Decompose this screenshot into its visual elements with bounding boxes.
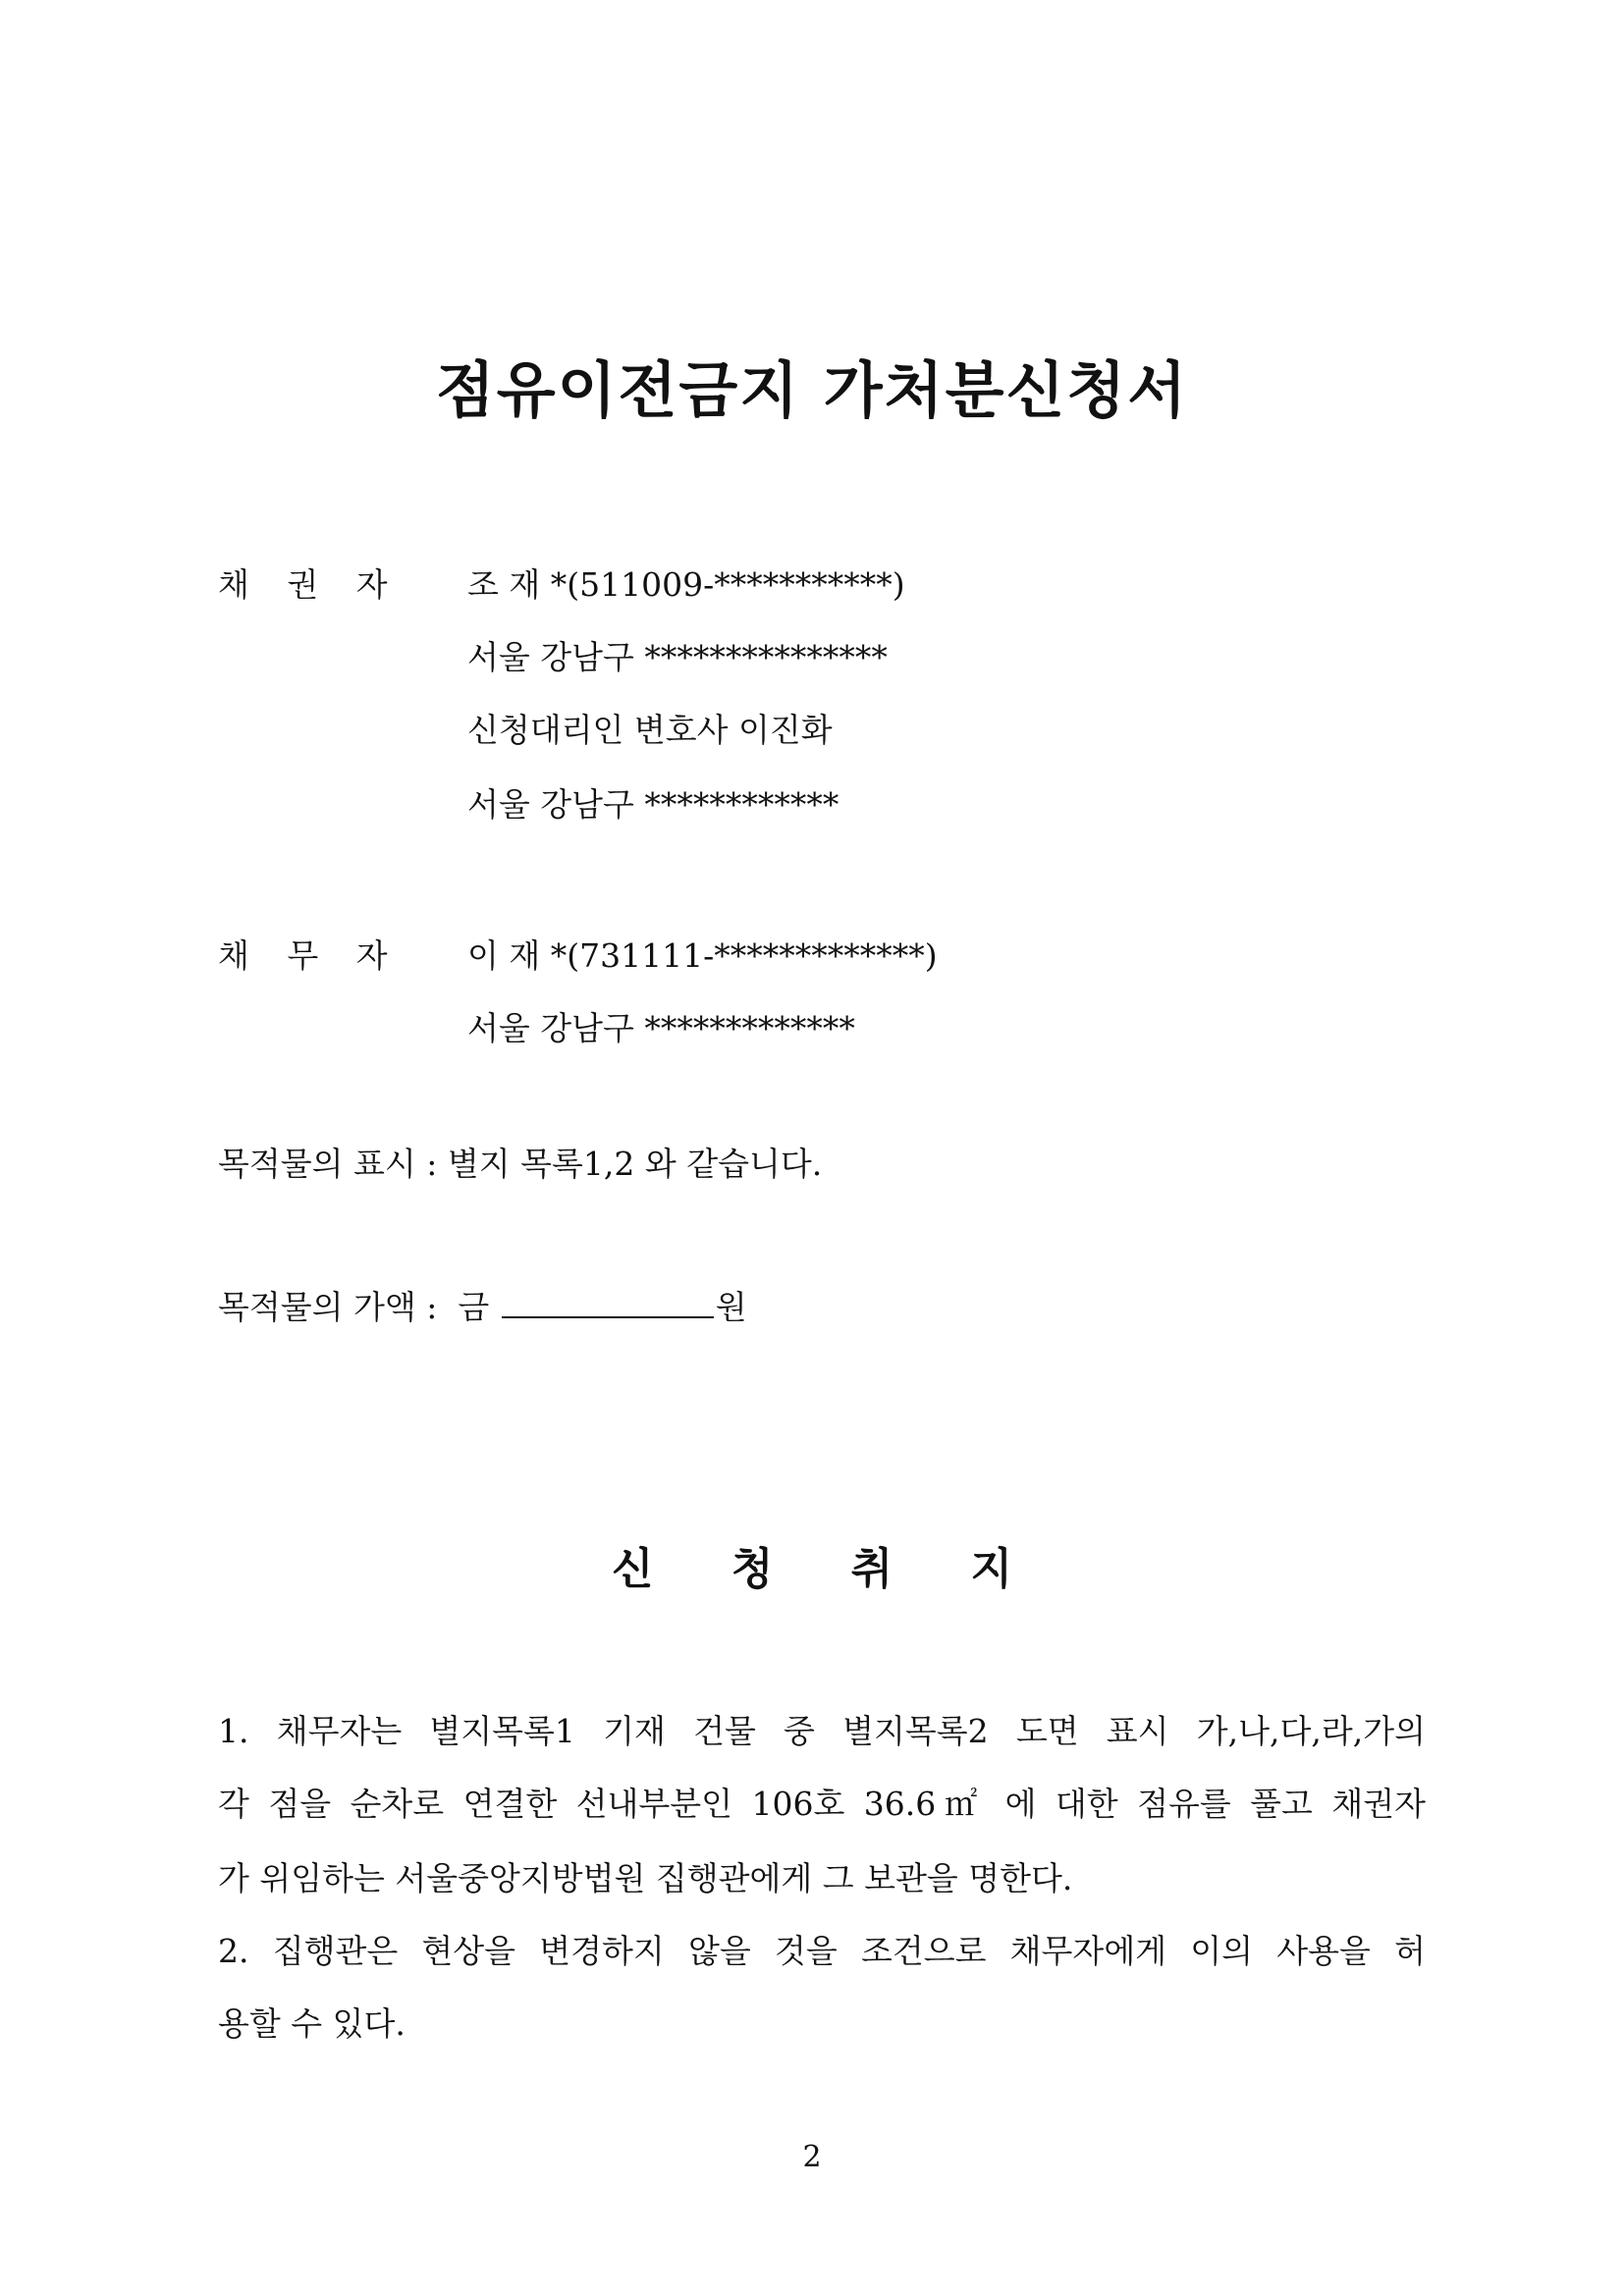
purpose-line-3: 가 위임하는 서울중앙지방법원 집행관에게 그 보관을 명한다. (218, 1859, 1073, 1897)
creditor-name: 조 재 *(511009-***********) (467, 565, 905, 604)
purpose-line-4: 2. 집행관은 현상을 변경하지 않을 것을 조건으로 채무자에게 이의 사용을 허 (218, 1932, 1426, 1970)
debtor-address: 서울 강남구 ************* (467, 1009, 855, 1047)
debtor-label: 채 무 자 (218, 936, 402, 975)
creditor-label: 채 권 자 (218, 565, 402, 604)
object-value-suffix: 원 (715, 1288, 747, 1326)
object-value (218, 1288, 747, 1327)
creditor-address: 서울 강남구 *************** (467, 638, 888, 676)
creditor-agent: 신청대리인 변호사 이진화 (467, 711, 833, 749)
document-title: 점유이전금지 가처분신청서 (435, 354, 1189, 426)
purpose-line-2: 각 점을 순차로 연결한 선내부분인 106호 36.6㎡ 에 대한 점유를 풀고 채권자 (218, 1785, 1426, 1823)
page-number: 2 (802, 2140, 822, 2174)
object-value-prefix: 목적물의 가액 : 금 (218, 1288, 500, 1326)
object-display: 목적물의 표시 : 별지 목록1,2 와 같습니다. (218, 1145, 823, 1183)
section-title: 신 청 취 지 (612, 1544, 1044, 1594)
purpose-line-1: 1. 채무자는 별지목록1 기재 건물 중 별지목록2 도면 표시 가,나,다,라,가의 (218, 1712, 1426, 1750)
amount-blank-line (502, 1289, 714, 1318)
purpose-line-5: 용할 수 있다. (218, 2004, 406, 2043)
debtor-name: 이 재 *(731111-*************) (467, 936, 938, 975)
creditor-agent-address: 서울 강남구 ************ (467, 785, 839, 824)
